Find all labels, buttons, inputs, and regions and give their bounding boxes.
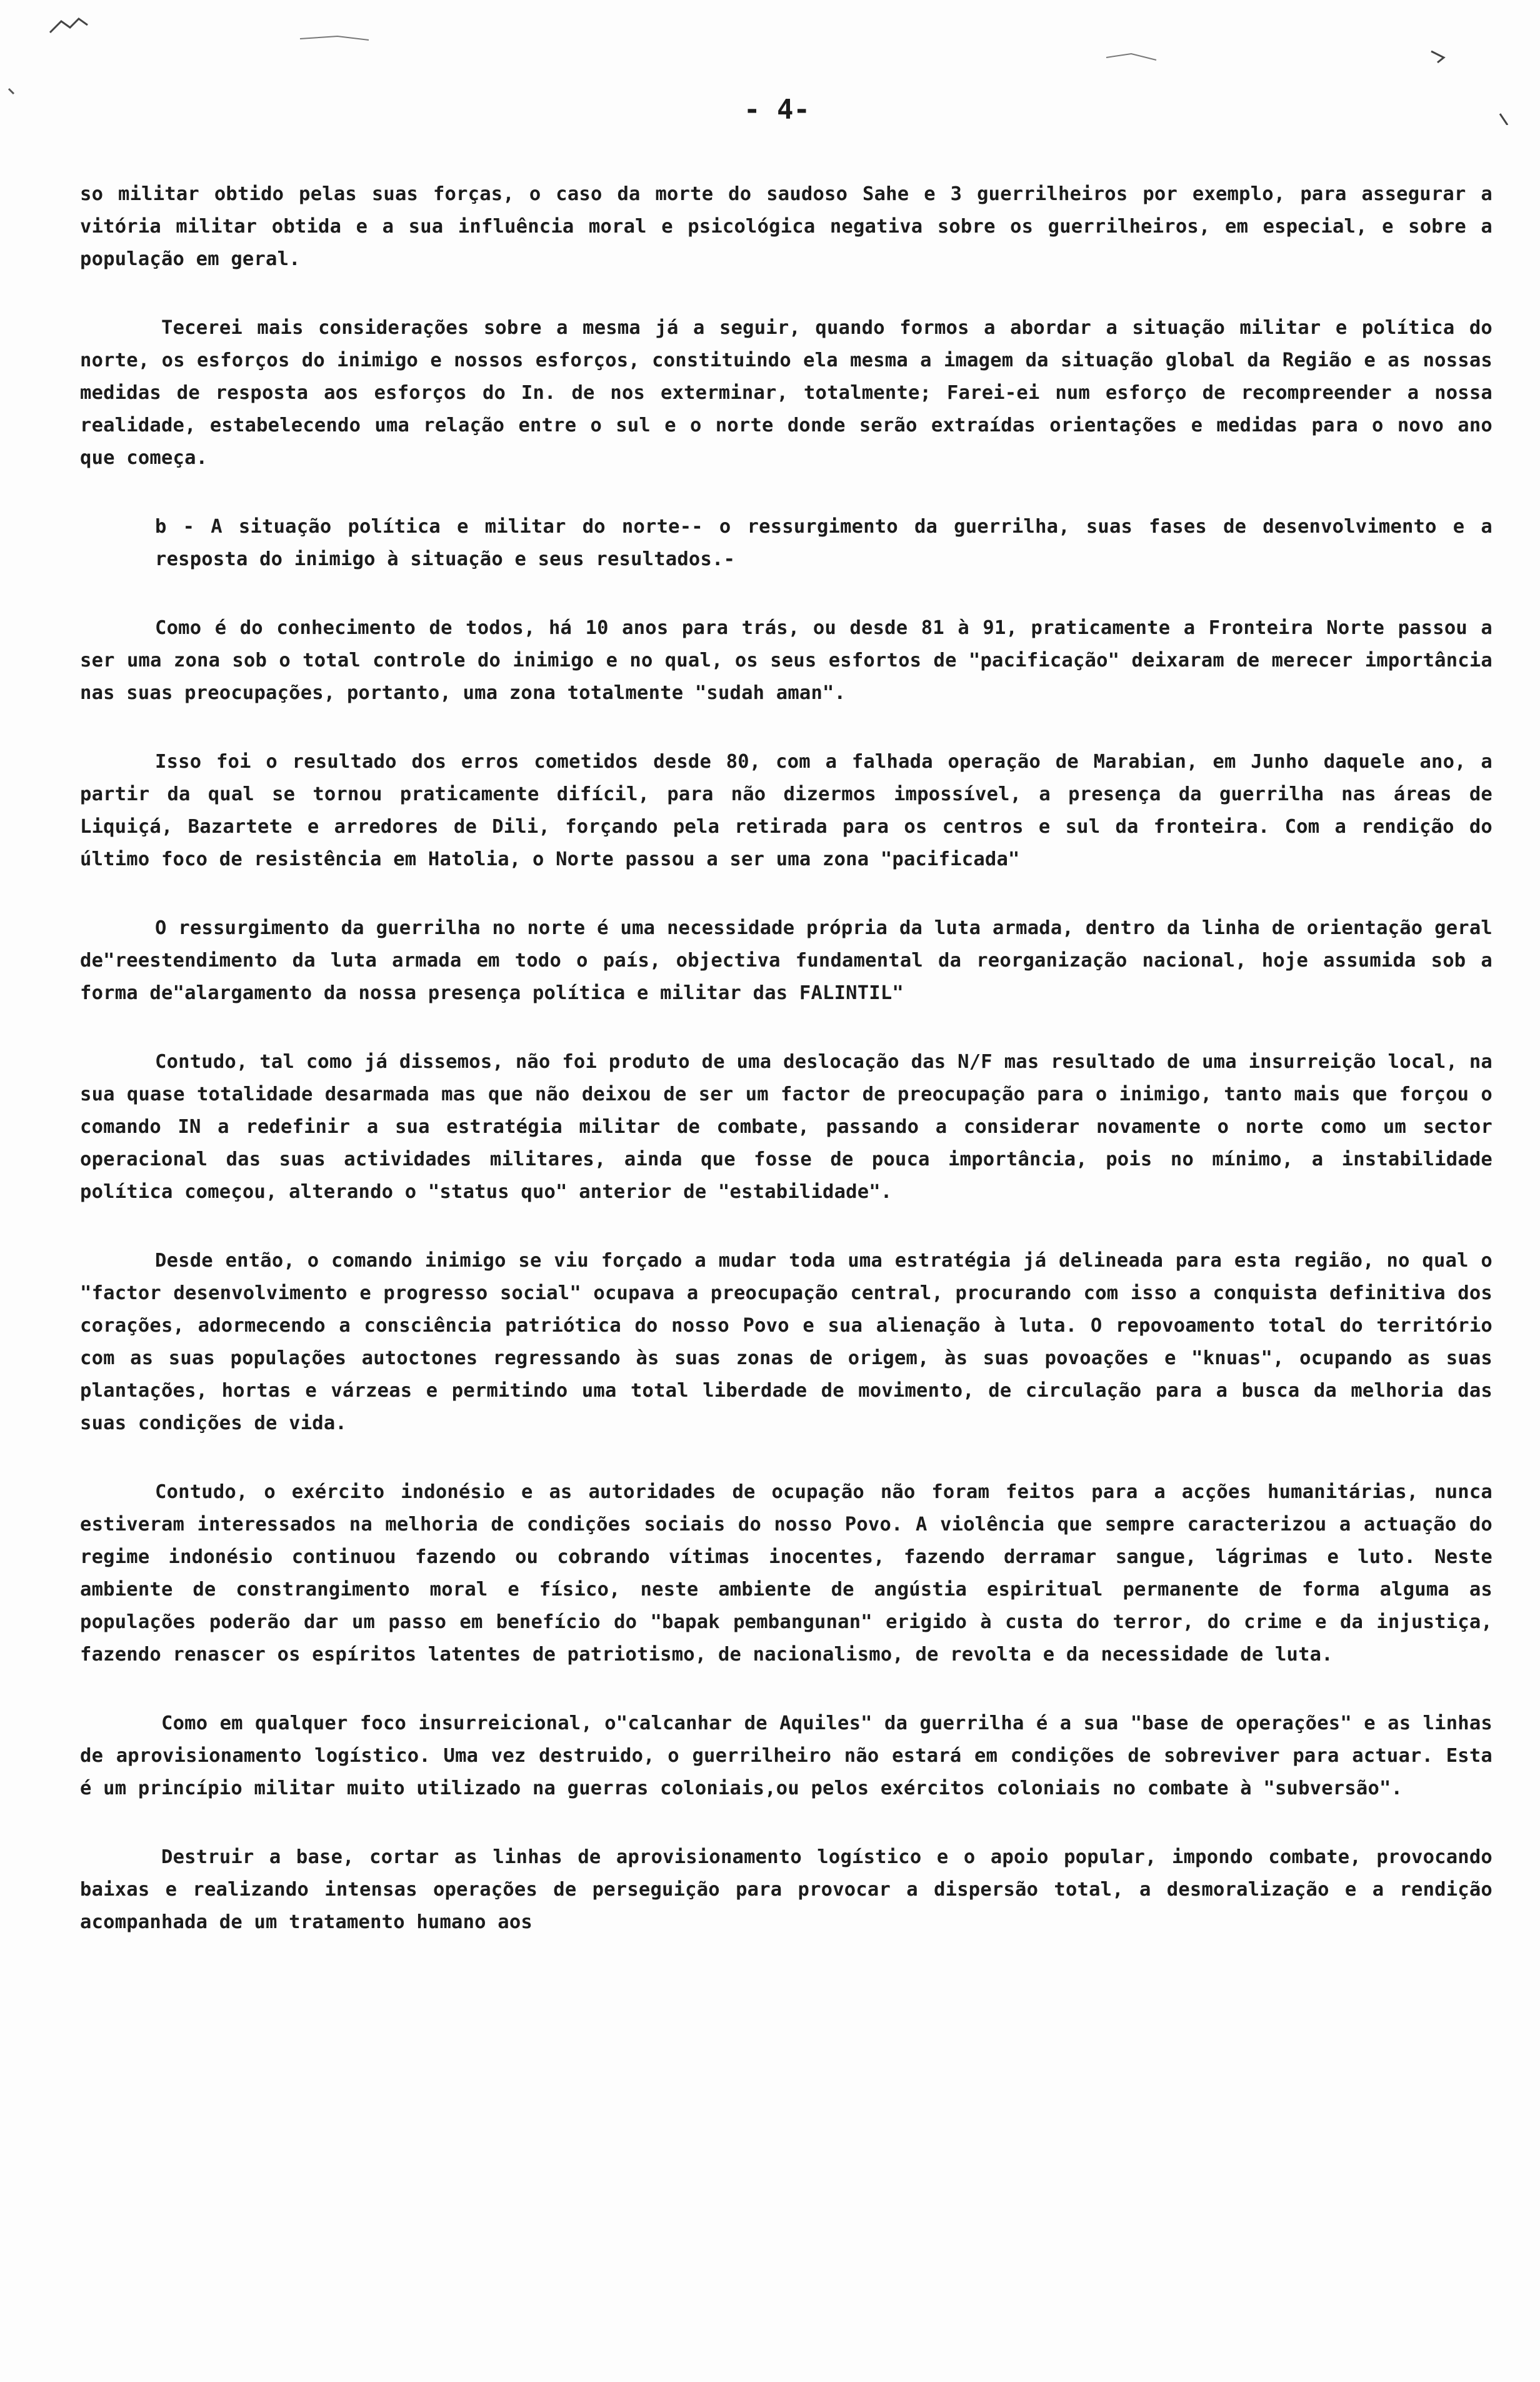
paragraph: Isso foi o resultado dos erros cometidos desde 80, com a falhada operação de Marabian, em Junho daquele ano, a partir da qual se tornou praticamente difícil, para não dizermos impossível, a presença da guerrilha nas áreas de Liquiçá, Bazartete e arredores de Dili, forçando pela retirada para os centros e sul da fronteira. Com a rendição do último foco de resistência em Hatolia, o Norte passou a ser uma zona "pacificada" (80, 751, 1492, 870)
paragraph: so militar obtido pelas suas forças, o caso da morte do saudoso Sahe e 3 guerrilheiros por exemplo, para assegurar a vitória militar obtida e a sua influência moral e psicológica negativa sobre os guerrilheiros, em especial, e sobre a população em geral. (80, 183, 1492, 270)
corner-scribble-mark (50, 19, 88, 33)
paragraph: Destruir a base, cortar as linhas de aprovisionamento logístico e o apoio popular, impondo combate, provocando baixas e realizando intensas operações de perseguição para provocar a dispersão total, a desmoralização e a rendição acompanhada de um tratamento humano aos (80, 1846, 1492, 1933)
section-heading: b - A situação política e militar do norte-- o ressurgimento da guerrilha, suas fases de desenvolvimento e a resposta do inimigo à situação e seus resultados.- (155, 516, 1492, 570)
right-edge-mark (1431, 51, 1444, 63)
top-edge-mark (300, 36, 369, 40)
paragraph: Tecerei mais considerações sobre a mesma já a seguir, quando formos a abordar a situação militar e política do norte, os esforços do inimigo e nossos esforços, constituindo ela mesma a imagem da situação global da Região e as nossas medidas de resposta aos esforços do In. de nos exterminar, totalmente; Farei-ei num esforço de recompreender a nossa realidade, estabelecendo uma relação entre o sul e o norte donde serão extraídas orientações e medidas para o novo ano que começa. (80, 317, 1492, 469)
paragraph: Contudo, tal como já dissemos, não foi produto de uma deslocação das N/F mas resultado de uma insurreição local, na sua quase totalidade desarmada mas que não deixou de ser um factor de preocupação para o inimigo, tanto mais que forçou o comando IN a redefinir a sua estratégia militar de combate, passando a considerar novamente o norte como um sector operacional das suas actividades militares, ainda que fosse de pouca importância, pois no mínimo, a instabilidade política começou, alterando o "status quo" anterior de "estabilidade". (80, 1051, 1492, 1203)
page-number: - 4- (744, 94, 810, 126)
paragraph: Como é do conhecimento de todos, há 10 anos para trás, ou desde 81 à 91, praticamente a Fronteira Norte passou a ser uma zona sob o total controle do inimigo e no qual, os seus esfortos de "pacificação" deixaram de merecer importância nas suas preocupações, portanto, uma zona totalmente "sudah aman". (80, 617, 1492, 704)
paragraph: Desde então, o comando inimigo se viu forçado a mudar toda uma estratégia já delineada para esta região, no qual o "factor desenvolvimento e progresso social" ocupava a preocupação central, procurando com isso a conquista definitiva dos corações, adormecendo a consciência patriótica do nosso Povo e sua alienação à luta. O repovoamento total do território com as suas populações autoctones regressando às suas zonas de origem, às suas povoações e "knuas", ocupando as suas plantações, hortas e várzeas e permitindo uma total liberdade de movimento, de circulação para a busca da melhoria das suas condições de vida. (80, 1250, 1492, 1434)
right-corner-mark (1500, 114, 1508, 125)
top-right-mark (1106, 54, 1156, 60)
paragraph: O ressurgimento da guerrilha no norte é uma necessidade própria da luta armada, dentro da linha de orientação geral de"reestendimento da luta armada em todo o país, objectiva fundamental da reorganização nacional, hoje assumida sob a forma de"alargamento da nossa presença política e militar das FALINTIL" (80, 917, 1492, 1004)
paragraph: Como em qualquer foco insurreicional, o"calcanhar de Aquiles" da guerrilha é a sua "base de operações" e as linhas de aprovisionamento logístico. Uma vez destruido, o guerrilheiro não estará em condições de sobreviver para actuar. Esta é um princípio militar muito utilizado na guerras coloniais,ou pelos exércitos coloniais no combate à "subversão". (80, 1712, 1492, 1799)
paragraph: Contudo, o exército indonésio e as autoridades de ocupação não foram feitos para a acções humanitárias, nunca estiveram interessados na melhoria de condições sociais do nosso Povo. A violência que sempre caracterizou a actuação do regime indonésio continuou fazendo ou cobrando vítimas inocentes, fazendo derramar sangue, lágrimas e luto. Neste ambiente de constrangimento moral e físico, neste ambiente de angústia espiritual permanente de forma alguma as populações poderão dar um passo em benefício do "bapak pembangunan" erigido à custa do terror, do crime e da injustiça, fazendo renascer os espíritos latentes de patriotismo, de nacionalismo, de revolta e da necessidade de luta. (80, 1481, 1492, 1666)
document-body (80, 178, 1492, 1975)
corner-dot-mark (9, 89, 14, 94)
